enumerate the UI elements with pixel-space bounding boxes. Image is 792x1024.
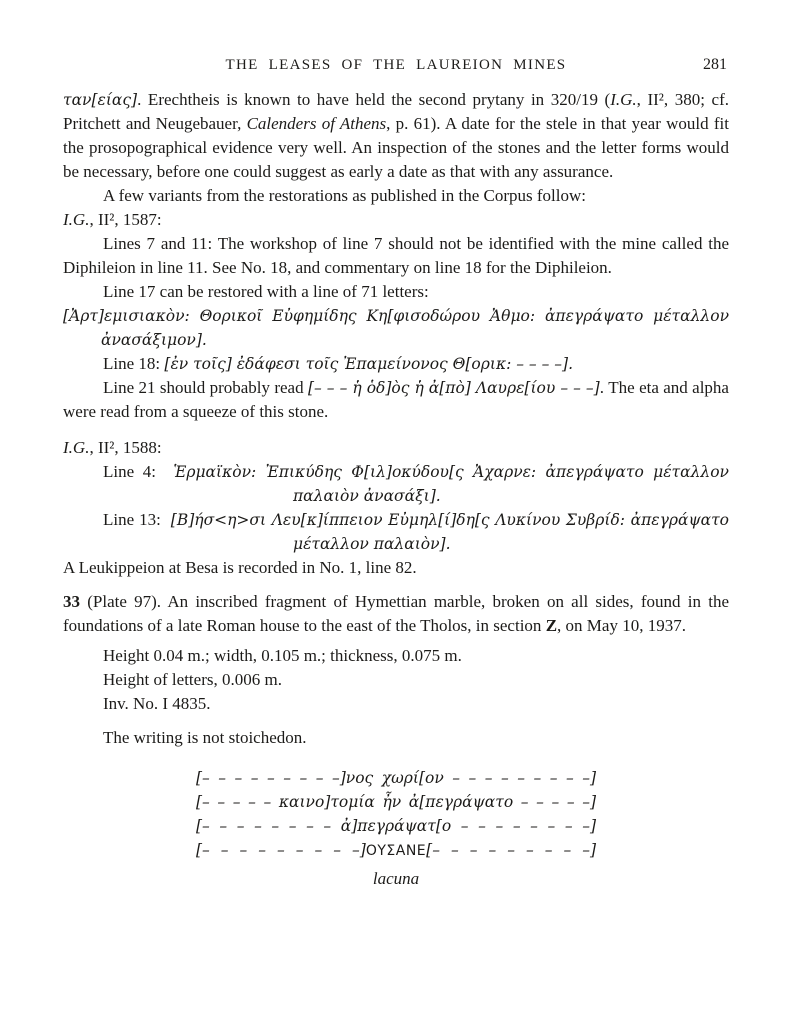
text-segment: [ἐν τοῖς] ἐδάφεσι τοῖς Ἐπαμείνονος Θ[ορικ: – – – –]. [164,355,574,373]
text-segment: Height of letters, 0.006 m. [103,670,282,689]
text-segment: , II², 380; cf. Pritchett and Neugebauer, [63,90,729,133]
paragraph-variants-intro [63,184,729,208]
text-segment: ταν[είας] [63,91,138,109]
text-segment: [– – – ἡ ὁδ]ὸς ἡ ἀ[πὸ] Λαυρε[ίου – – –] [307,379,600,397]
text-segment: . Erechtheis is known to have held the second prytany in 320/19 ( [137,90,611,109]
text-segment: [Ἀρτ]εμισιακὸν: Θορικοῖ Εὐφημίδης Κη[φισοδώρου Ἀθμο: ἀπεγράψατο μέταλλον [63,307,729,325]
inscription-line-4 [196,838,596,863]
line-13-reading [63,508,729,532]
text-segment: ἀνασάξιμον]. [101,331,207,349]
text-segment: , II², 1588: [89,438,162,457]
text-segment: [– – – – – – – – –] [426,841,596,859]
text-segment: Ἑρμαϊκὸν: Ἐπικύδης Φ[ιλ]οκύδου[ς Ἀχαρνε: ἀπεγράψατο μέταλλον [173,463,729,481]
text-segment: 33 [63,592,80,611]
line-18-note [63,352,729,376]
line-21-note [63,376,729,424]
text-segment: , II², 1587: [89,210,162,229]
paragraph-erechtheis-dating [63,88,729,184]
leukippeion-note [63,556,729,580]
line-13-reading-continuation [63,532,729,556]
restoration-line-17-continuation [63,328,729,352]
text-segment: Line 18: [103,354,165,373]
text-segment: [Β]ήσ<η>σι Λευ[κ]ίππειον Εὐμηλ[ί]δη[ς Λυκίνου Συβρίδ: ἀπεγράψατο [170,511,729,529]
text-segment: . The eta and alpha were read from a squeeze of this stone. [63,378,729,421]
text-segment: Line 13: [103,510,171,529]
stoichedon-note [63,726,729,750]
text-segment: , on May 10, 1937. [557,616,686,635]
text-segment: Line 4: [103,462,174,481]
text-segment: [– – – – – – – – –]νος χωρί[ον – – – – – – – – –] [196,769,596,787]
text-segment: [– – – – – – – – –] [196,841,366,859]
letter-height-line [63,668,729,692]
text-segment: ΟΥΣΑΝΕ [365,843,427,859]
inscription-line-1 [196,766,596,790]
restoration-line-17 [63,304,729,328]
inscription-line-2 [196,790,596,814]
paragraph-line-17-intro [63,280,729,304]
dimensions-line [63,644,729,668]
text-segment: (Plate 97). An inscribed fragment of Hymettian marble, broken on all sides, found in the foundations of a late Roman house to the east of the Tholos, in section [63,592,729,635]
text-segment: Inv. No. I 4835. [103,694,211,713]
text-segment: I.G. [610,90,637,109]
item-33-description [63,590,729,638]
text-segment: The writing is not stoichedon. [103,728,307,747]
text-segment: Line 17 can be restored with a line of 71 letters: [103,282,429,301]
line-4-reading [63,460,729,484]
text-segment: I.G. [63,438,90,457]
inscription-block [196,766,596,863]
text-segment: A Leukippeion at Besa is recorded in No. 1, line 82. [63,558,417,577]
text-segment: Lines 7 and 11: The workshop of line 7 should not be identified with the mine called the Diphileion in line 11. See No. 18, and commentary on line 18 for the Diphileion. [63,234,729,277]
line-4-reading-continuation [63,484,729,508]
text-segment: Line 21 should probably read [103,378,308,397]
inscription-line-3 [196,814,596,838]
page-header [63,53,729,74]
running-title: THE LEASES OF THE LAUREION MINES [225,57,567,73]
inventory-number-line [63,692,729,716]
paragraph-lines-7-11 [63,232,729,280]
text-segment: Z [545,616,558,635]
text-segment: παλαιὸν ἀνασάξι]. [293,487,441,505]
text-segment: Height 0.04 m.; width, 0.105 m.; thickness, 0.075 m. [103,646,462,665]
text-segment: [– – – – – καινο]τομία ἦν ἀ[πεγράψατο – – – – –] [196,793,596,811]
page-number: 281 [703,56,727,73]
text-segment: Calenders of Athens [246,114,387,133]
text-segment: [– – – – – – – – ἀ]πεγράψατ[ο – – – – – – – –] [196,817,596,835]
ig-1587-heading [63,208,729,232]
ig-1588-heading [63,436,729,460]
text-segment: , p. 61). A date for the stele in that year would fit the prosopographical evidence very well. An inspection of the stones and the letter forms would be necessary, before one could suggest as early a date as that with any assurance. [63,114,729,181]
text-segment: μέταλλον παλαιὸν]. [293,535,451,553]
text-segment: A few variants from the restorations as published in the Corpus follow: [103,186,586,205]
text-segment: I.G. [63,210,90,229]
lacuna-caption: lacuna [372,869,420,888]
